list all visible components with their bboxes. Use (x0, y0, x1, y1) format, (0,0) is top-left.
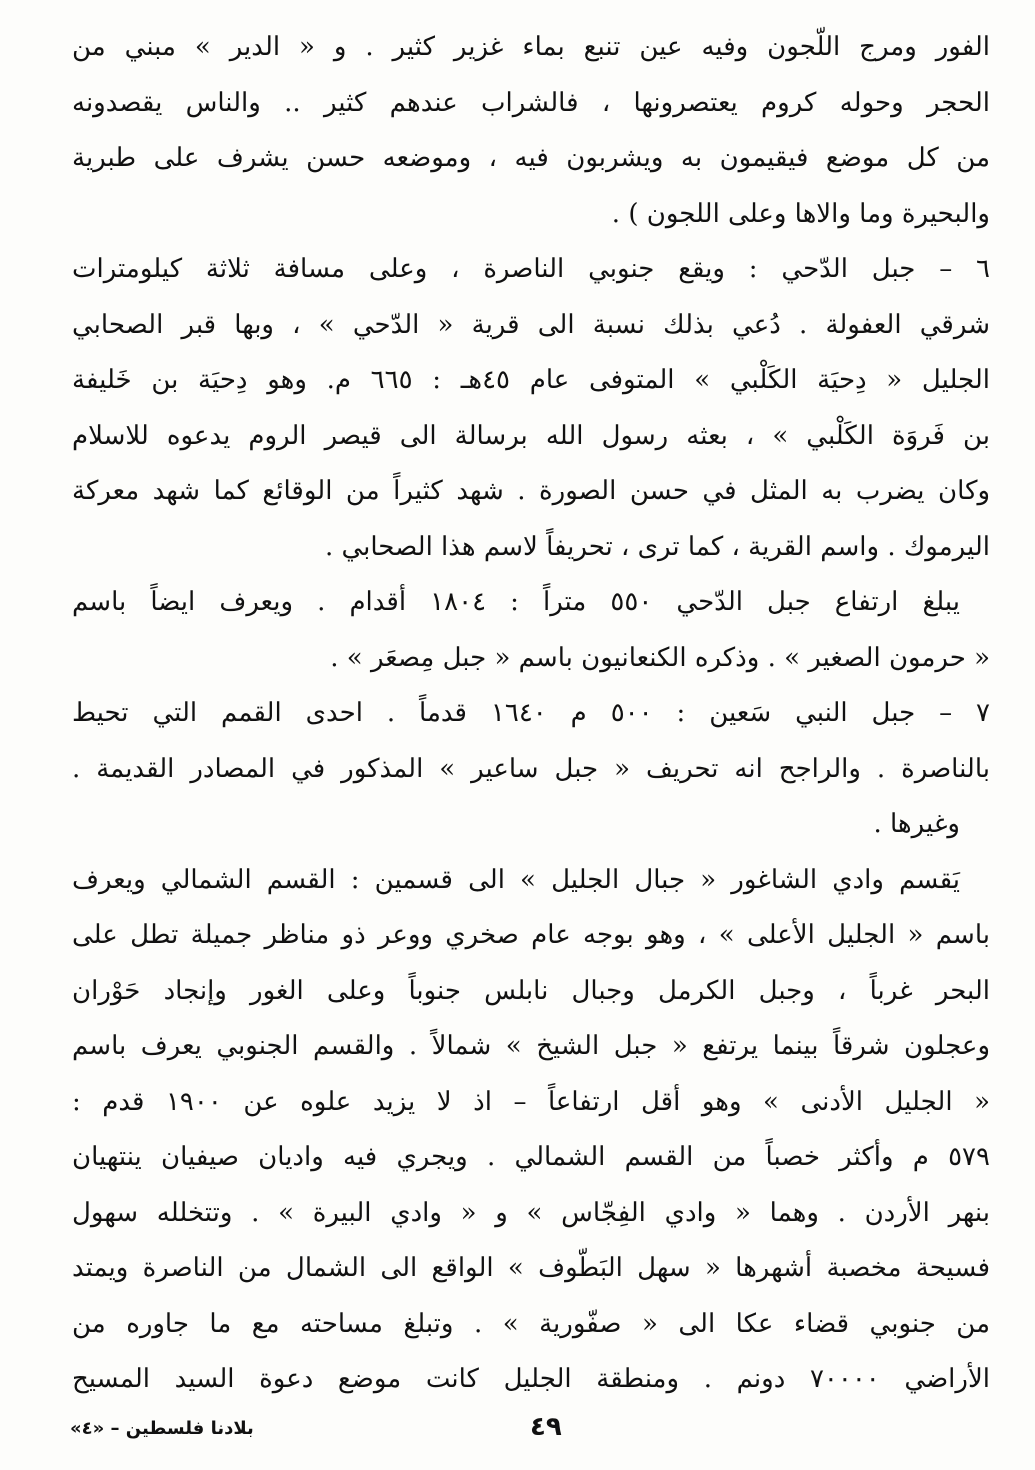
text-line: وغيرها . (873, 809, 960, 839)
text-line: اليرموك . واسم القرية ، كما ترى ، تحريفاً لاسم هذا الصحابي . (324, 531, 990, 562)
page-number: ٤٩ (530, 1412, 562, 1442)
text-line: فسيحة مخصبة أشهرها « سهل البَطّوف » الواقع الى الشمال من الناصرة ويمتد (72, 1253, 990, 1283)
text-line: وكان يضرب به المثل في حسن الصورة . شهد كثيراً من الوقائع كما شهد معركة (72, 476, 990, 506)
text-line: يبلغ ارتفاع جبل الدّحي ٥٥٠ متراً : ١٨٠٤ أقدام . ويعرف ايضاً باسم (72, 587, 960, 617)
text-line: من جنوبي قضاء عكا الى « صفّورية » . وتبلغ مساحته مع ما جاوره من (72, 1308, 990, 1339)
text-line: بن فَروَة الكَلْبي » ، بعثه رسول الله برسالة الى قيصر الروم يدعوه للاسلام (72, 420, 990, 451)
section-heading-line: ٦ – جبل الدّحي : ويقع جنوبي الناصرة ، وعلى مسافة ثلاثة كيلومترات (72, 254, 990, 284)
text-line: « الجليل الأدنى » وهو أقل ارتفاعاً – اذ لا يزيد علوه عن ١٩٠٠ قدم : (72, 1086, 990, 1117)
text-line: من كل موضع فيقيمون به ويشربون فيه ، وموضعه حسن يشرف على طبرية (72, 143, 990, 173)
text-line: بالناصرة . والراجح انه تحريف « جبل ساعير » المذكور في المصادر القديمة . (72, 753, 990, 784)
text-line: « حرمون الصغير » . وذكره الكنعانيون باسم « جبل مِصعَر » . (330, 642, 990, 673)
text-line: الأراضي ٧٠٠٠٠ دونم . ومنطقة الجليل كانت موضع دعوة السيد المسيح (72, 1364, 990, 1394)
text-line: ٥٧٩ م وأكثر خصباً من القسم الشمالي . ويجري فيه واديان صيفيان ينتهيان (72, 1142, 990, 1172)
text-line: البحر غرباً ، وجبل الكرمل وجبال نابلس جنوباً وعلى الغور وإنجاد حَوْران (72, 975, 990, 1006)
text-line: الفور ومرج اللّجون وفيه عين تنبع بماء غزير كثير . و « الدير » مبني من (72, 32, 990, 62)
text-line: الحجر وحوله كروم يعتصرونها ، فالشراب عندهم كثير .. والناس يقصدونه (72, 87, 990, 118)
page-body-text (72, 20, 990, 1408)
text-line: باسم « الجليل الأعلى » ، وهو بوجه عام صخري ووعر ذو مناظر جميلة تطل على (72, 920, 990, 950)
text-line: شرقي العفولة . دُعي بذلك نسبة الى قرية « الدّحي » ، وبها قبر الصحابي (72, 309, 990, 340)
text-line: بنهر الأردن . وهما « وادي الفِجّاس » و « وادي البيرة » . وتتخلله سهول (72, 1197, 990, 1228)
text-line: والبحيرة وما والاها وعلى اللجون ) . (611, 198, 990, 229)
page-footer (60, 1412, 990, 1452)
section-heading-line: ٧ – جبل النبي سَعين : ٥٠٠ م ١٦٤٠ قدماً . احدى القمم التي تحيط (72, 698, 990, 728)
running-title: بلادنا فلسطين – «٤» (70, 1418, 254, 1439)
text-line: وعجلون شرقاً بينما يرتفع « جبل الشيخ » شمالاً . والقسم الجنوبي يعرف باسم (72, 1031, 990, 1061)
text-line: الجليل « دِحيَة الكَلْبي » المتوفى عام ٤٥هـ : ٦٦٥ م. وهو دِحيَة بن خَليفة (72, 365, 990, 395)
text-line: يَقسم وادي الشاغور « جبال الجليل » الى قسمين : القسم الشمالي ويعرف (72, 864, 960, 895)
